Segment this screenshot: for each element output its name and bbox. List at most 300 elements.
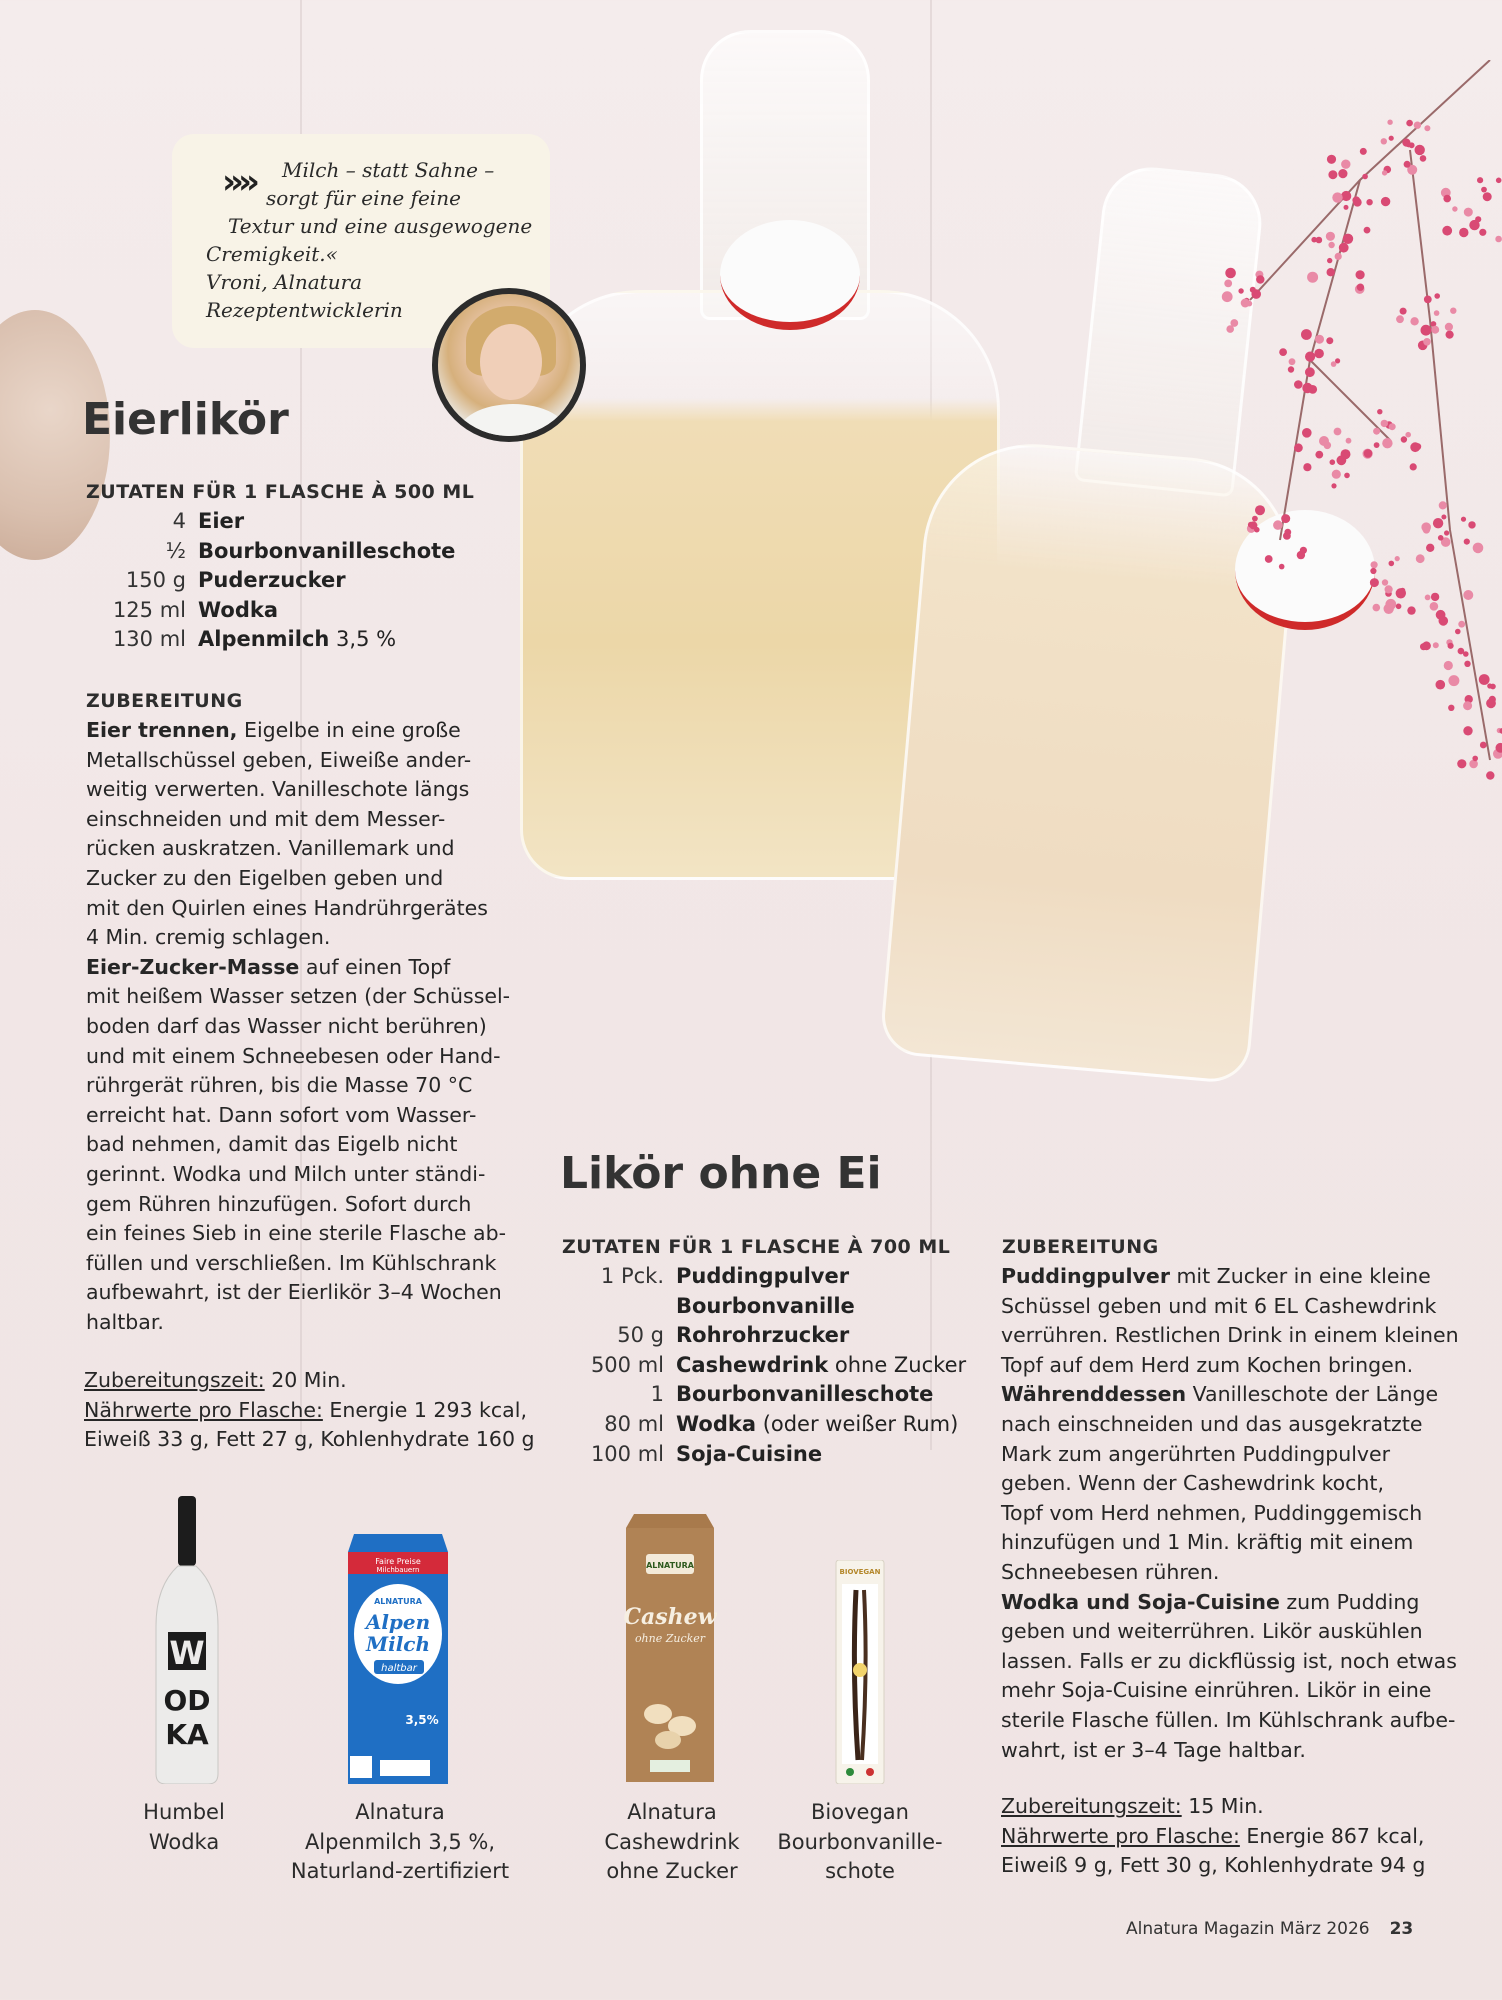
milk-carton-icon [340, 1534, 456, 1784]
milk-pack-text: Faire Preise [375, 1557, 421, 1566]
flower-dot [1252, 516, 1258, 522]
ingredient-name-bold: Wodka [676, 1411, 757, 1436]
flower-dot [1407, 606, 1415, 614]
flower-dot [1481, 187, 1487, 193]
product-label-milk [270, 1798, 530, 1887]
preparation-text-segment: Topf auf dem Herd zum Kochen bringen. [1001, 1352, 1414, 1377]
ingredient-row [562, 1440, 966, 1470]
time-label: Zubereitungszeit: [1001, 1794, 1182, 1818]
flower-dot [1464, 539, 1470, 545]
time-value: 15 Min. [1181, 1794, 1264, 1818]
flower-dot [1371, 561, 1378, 568]
preparation-line [86, 1160, 510, 1190]
recipe-meta [84, 1366, 535, 1455]
ingredient-row [562, 1351, 966, 1381]
flower-dot [1415, 145, 1425, 155]
preparation-line [1001, 1617, 1459, 1647]
flower-dot [1381, 420, 1388, 427]
flower-dot [1431, 593, 1439, 601]
flower-dot [1433, 518, 1443, 528]
flower-dot [1381, 197, 1390, 206]
preparation-line [86, 982, 510, 1012]
flower-dot [1424, 125, 1430, 131]
gypsophila-flowers [1190, 60, 1502, 780]
product-label-line: Cashewdrink [604, 1829, 740, 1854]
flower-dot [1446, 331, 1454, 339]
flower-dot [1230, 319, 1238, 327]
flower-dot [1468, 521, 1475, 528]
ingredient-amount: 4 [172, 509, 186, 533]
flower-dot [1302, 428, 1312, 438]
ingredient-name-bold: Eier [198, 509, 245, 533]
product-label-line: ohne Zucker [606, 1859, 738, 1884]
ingredient-extra: ohne Zucker [828, 1352, 967, 1377]
product-label-line: Alpenmilch 3,5 %, [304, 1829, 496, 1854]
preparation-line [1001, 1528, 1459, 1558]
flower-dot [1448, 675, 1459, 686]
flower-dot [1496, 178, 1502, 184]
flower-dot [1480, 742, 1487, 749]
nutrition-label: Nährwerte pro Flasche: [84, 1397, 323, 1422]
preparation-line [1001, 1262, 1459, 1292]
flower-dot [1344, 473, 1350, 479]
flower-dot [1444, 530, 1449, 535]
product-label-line: schote [825, 1859, 895, 1884]
product-label-line: Wodka [148, 1829, 220, 1854]
preparation-text-segment: haltbar. [86, 1309, 164, 1334]
flower-dot [1308, 385, 1317, 394]
preparation-text-segment: zum Pudding [1279, 1589, 1420, 1614]
flower-dot [1224, 280, 1232, 288]
milk-pack-text: haltbar [381, 1663, 417, 1674]
flower-dot [1381, 138, 1387, 144]
product-label-line: Alnatura [627, 1800, 717, 1824]
preparation-text-segment: und mit einem Schneebesen oder Hand- [86, 1043, 501, 1068]
flower-dot [1294, 443, 1303, 452]
preparation-line [86, 953, 510, 983]
preparation-step-keyword: Eier trennen, [86, 718, 238, 742]
nutrition-value: Energie 1 293 kcal, [322, 1397, 527, 1422]
product-label-cashew [582, 1798, 762, 1887]
flower-dot [1360, 148, 1367, 155]
ingredient-name [676, 1380, 933, 1410]
ingredient-extra: 3,5 % [329, 627, 397, 652]
ingredient-name [676, 1440, 822, 1470]
flower-dot [1314, 349, 1324, 359]
preparation-text-segment: sterile Flasche füllen. Im Kühlschrank aufbe- [1001, 1707, 1456, 1732]
flower-dot [1409, 142, 1415, 148]
preparation-line [86, 1249, 510, 1279]
flower-dot [1410, 317, 1418, 325]
ingredient-name-bold: Bourbonvanille [676, 1293, 855, 1318]
flower-dot [1307, 272, 1318, 283]
preparation-line [1001, 1588, 1459, 1618]
ingredient-name-bold: Bourbonvanilleschote [198, 538, 456, 563]
preparation-text-segment: boden darf das Wasser nicht berühren) [86, 1013, 487, 1038]
flower-dot [1458, 648, 1465, 655]
flower-dot [1410, 463, 1417, 470]
preparation-line [86, 923, 510, 953]
vodka-pack-text: KA [165, 1718, 209, 1751]
preparation-line [1001, 1736, 1459, 1766]
product-label-line: Bourbonvanille- [777, 1829, 943, 1854]
product-label-vodka [134, 1798, 234, 1857]
quote-line: Milch – statt Sahne – [282, 158, 495, 182]
flower-dot [1414, 122, 1421, 129]
flower-dot [1479, 229, 1486, 236]
preparation-text-segment: Schüssel geben und mit 6 EL Cashewdrink [1001, 1293, 1437, 1318]
preparation-text-segment: hinzufügen und 1 Min. kräftig mit einem [1001, 1530, 1414, 1555]
flower-dot [1341, 191, 1351, 201]
preparation-line [86, 1308, 510, 1338]
flower-dot [1448, 643, 1454, 649]
flower-dot [1469, 760, 1478, 769]
preparation-text-segment: wahrt, ist er 3–4 Tage haltbar. [1001, 1737, 1306, 1762]
ingredient-amount: 130 ml [112, 627, 186, 652]
flower-dot [1405, 432, 1411, 438]
flower-dot [1406, 120, 1413, 127]
ingredient-row [86, 566, 455, 596]
ingredients-list [86, 507, 455, 655]
flower-dot [1332, 470, 1341, 479]
milk-pack-text: ALNATURA [374, 1597, 422, 1606]
ingredient-name [198, 566, 346, 596]
preparation-line [86, 1190, 510, 1220]
ingredients-heading: ZUTATEN FÜR 1 FLASCHE À 700 ML [562, 1236, 951, 1258]
flower-dot [1273, 520, 1283, 530]
flower-dot [1373, 428, 1380, 435]
flower-dot [1382, 438, 1392, 448]
flower-dot [1396, 604, 1402, 610]
flower-dot [1473, 543, 1484, 554]
preparation-text-segment: erreicht hat. Dann sofort vom Wasser- [86, 1102, 477, 1127]
preparation-line [86, 805, 510, 835]
flower-dot [1332, 192, 1342, 202]
flower-dot [1327, 155, 1336, 164]
flower-dot [1423, 338, 1431, 346]
ingredient-amount: 500 ml [590, 1352, 664, 1377]
flower-dot [1455, 629, 1461, 635]
flower-dot [1374, 442, 1380, 448]
flower-dot [1486, 698, 1496, 708]
flower-dot [1457, 759, 1466, 768]
ingredient-name [676, 1410, 958, 1440]
flower-dot [1330, 459, 1336, 465]
preparation-line [86, 894, 510, 924]
nutrition-details: Eiweiß 9 g, Fett 30 g, Kohlenhydrate 94 g [1001, 1853, 1426, 1878]
flower-dot [1301, 329, 1312, 340]
cashew-pack-text: ALNATURA [646, 1561, 694, 1570]
ingredient-row [562, 1410, 966, 1440]
quote-line: sorgt für eine feine [266, 186, 461, 210]
nutrition-value: Energie 867 kcal, [1239, 1823, 1425, 1848]
product-label-line: Naturland-zertifiziert [290, 1859, 510, 1884]
flower-dot [1477, 177, 1483, 183]
preparation-line [1001, 1380, 1459, 1410]
flower-dot [1385, 599, 1396, 610]
flower-dot [1436, 610, 1446, 620]
flower-dot [1472, 756, 1478, 762]
preparation-text-segment: einschneiden und mit dem Messer- [86, 806, 446, 831]
flower-dot [1305, 367, 1315, 377]
flower-dot [1311, 237, 1317, 243]
preparation-text-segment: Metallschüssel geben, Eiweiße ander- [86, 747, 472, 772]
ingredient-name [676, 1351, 966, 1381]
ingredient-amount: 1 [650, 1382, 664, 1407]
flower-dot [1389, 561, 1395, 567]
preparation-line [1001, 1706, 1459, 1736]
flower-dot [1222, 291, 1233, 302]
flower-dot [1382, 170, 1387, 175]
flower-dot [1430, 602, 1439, 611]
preparation-text-segment: mit den Quirlen eines Handrührgerätes [86, 895, 488, 920]
flower-dot [1326, 232, 1335, 241]
flower-dot [1370, 578, 1379, 587]
ingredients-list [562, 1262, 966, 1469]
flower-dot [1331, 483, 1336, 488]
flower-dot [1448, 705, 1454, 711]
cashew-drink-icon [622, 1514, 718, 1782]
flower-dot [1421, 325, 1432, 336]
flower-dot [1265, 555, 1273, 563]
preparation-line [86, 716, 510, 746]
flower-dot [1370, 568, 1376, 574]
flower-dot [1335, 253, 1342, 260]
flower-dot [1334, 428, 1342, 436]
preparation-step-keyword: Eier-Zucker-Masse [86, 954, 300, 979]
flower-dot [1416, 554, 1425, 563]
preparation-text-segment: Topf vom Herd nehmen, Puddinggemisch [1001, 1500, 1423, 1525]
flower-dot [1389, 136, 1394, 141]
flower-dot [1255, 505, 1265, 515]
preparation-text-segment: ein feines Sieb in eine sterile Flasche ab- [86, 1221, 506, 1246]
flower-dot [1338, 169, 1347, 178]
preparation-line [86, 1042, 510, 1072]
flower-dot [1343, 234, 1353, 244]
ingredient-amount: 125 ml [112, 597, 186, 622]
preparation-text-segment: Vanilleschote der Länge [1186, 1382, 1439, 1407]
flower-dot [1414, 443, 1421, 450]
flower-dot [1315, 335, 1324, 344]
flower-dot [1434, 310, 1440, 316]
flower-dot [1431, 326, 1439, 334]
preparation-step-keyword: Puddingpulver [1001, 1264, 1170, 1288]
flower-dot [1434, 293, 1440, 299]
ingredient-name [198, 625, 396, 655]
flower-dot [1241, 299, 1250, 308]
flower-dot [1463, 701, 1472, 710]
ingredient-name [676, 1262, 849, 1292]
ingredient-name-bold: Puddingpulver [676, 1264, 850, 1288]
vodka-bottle-icon [150, 1496, 224, 1784]
flower-dot [1461, 517, 1466, 522]
preparation-line [86, 1012, 510, 1042]
ingredient-name-bold: Alpenmilch [198, 627, 330, 652]
preparation-text-segment: verrühren. Restlichen Drink in einem kleinen [1001, 1323, 1459, 1348]
flower-dot [1300, 547, 1307, 554]
flower-dot [1225, 268, 1236, 279]
milk-pack-text: Alpen [365, 1610, 431, 1634]
flower-dot [1444, 661, 1453, 670]
bottle-cap-left [720, 220, 860, 330]
flower-dot [1387, 120, 1392, 125]
preparation-text-segment: Mark zum angerührten Puddingpulver [1001, 1441, 1391, 1466]
flower-dot [1438, 535, 1444, 541]
flower-dot [1362, 174, 1368, 180]
ingredient-amount [562, 1292, 676, 1322]
ingredient-row [562, 1262, 966, 1292]
ingredient-name [198, 596, 278, 626]
preparation-text-segment: lassen. Falls er zu dickflüssig ist, noch etwas [1001, 1648, 1457, 1673]
flower-dot [1328, 242, 1334, 248]
product-label-line: Alnatura [355, 1800, 445, 1824]
ingredient-row [562, 1321, 966, 1351]
flower-dot [1443, 195, 1451, 203]
vodka-pack-text: OD [163, 1684, 211, 1717]
flower-dot [1483, 192, 1492, 201]
preparation-text-segment: nach einschneiden und das ausgekratzte [1001, 1411, 1423, 1436]
flower-dot [1420, 155, 1427, 162]
preparation-line [1001, 1351, 1459, 1381]
ingredient-name-bold: Cashewdrink [676, 1352, 829, 1377]
ingredient-amount: ½ [165, 538, 186, 563]
ingredient-name [676, 1321, 849, 1351]
preparation-text-segment: 4 Min. cremig schlagen. [86, 925, 331, 950]
preparation-line [1001, 1292, 1459, 1322]
flower-dot [1289, 358, 1296, 365]
flower-dot [1283, 532, 1291, 540]
preparation-text-segment: rührgerät rühren, bis die Masse 70 °C [86, 1073, 473, 1098]
flower-dot [1400, 308, 1407, 315]
preparation-line [1001, 1676, 1459, 1706]
flower-dot [1344, 205, 1349, 210]
cashew-pack-text: Cashew [623, 1604, 717, 1630]
flower-dot [1401, 436, 1407, 442]
preparation-line [86, 1071, 510, 1101]
flower-dot [1324, 442, 1332, 450]
flower-dot [1328, 170, 1337, 179]
flower-dot [1442, 226, 1452, 236]
flower-dot [1389, 423, 1396, 430]
ingredient-row [562, 1292, 966, 1322]
preparation-line [1001, 1558, 1459, 1588]
preparation-text-segment: geben. Wenn der Cashewdrink kocht, [1001, 1471, 1384, 1496]
preparation-heading: ZUBEREITUNG [86, 690, 243, 712]
ingredient-name [198, 537, 455, 567]
flower-dot [1495, 236, 1502, 243]
flower-dot [1346, 438, 1352, 444]
ingredient-row [86, 596, 455, 626]
preparation-text-segment: mit Zucker in eine kleine [1169, 1264, 1431, 1288]
flower-dot [1450, 308, 1456, 314]
flower-dot [1436, 680, 1446, 690]
flower-dot [1366, 199, 1372, 205]
flower-dot [1422, 641, 1431, 650]
preparation-text-segment: auf einen Topf [299, 954, 451, 979]
flower-dot [1486, 771, 1494, 779]
flower-dot [1433, 642, 1439, 648]
preparation-text-segment: aufbewahrt, ist der Eierlikör 3–4 Wochen [86, 1280, 502, 1305]
flower-dot [1382, 579, 1388, 585]
vanilla-pod-icon [832, 1560, 888, 1784]
preparation-text-segment: gerinnt. Wodka und Milch unter ständi- [86, 1161, 486, 1186]
flower-dot [1356, 270, 1365, 279]
flower-dot [1279, 348, 1287, 356]
ingredient-row [86, 507, 455, 537]
magazine-name: Alnatura Magazin März 2026 [1126, 1919, 1370, 1939]
preparation-line [1001, 1321, 1459, 1351]
ingredient-extra: (oder weißer Rum) [756, 1411, 959, 1436]
ingredient-name-bold: Rohrohrzucker [676, 1323, 850, 1348]
flower-dot [1315, 451, 1323, 459]
preparation-line [86, 1219, 510, 1249]
ingredient-amount: 1 Pck. [600, 1264, 664, 1288]
flower-dot [1385, 585, 1393, 593]
product-label-line: Humbel [143, 1800, 225, 1824]
flower-dot [1254, 527, 1260, 533]
flower-dot [1445, 323, 1453, 331]
preparation-line [1001, 1410, 1459, 1440]
preparation-heading: ZUBEREITUNG [1002, 1236, 1159, 1258]
flower-dot [1396, 588, 1406, 598]
ingredient-amount: 50 g [617, 1323, 664, 1348]
ingredient-name [676, 1292, 855, 1322]
ingredient-name-bold: Soja-Cuisine [676, 1441, 823, 1466]
flower-dot [1364, 449, 1373, 458]
ingredient-name-bold: Wodka [198, 597, 279, 622]
milk-pack-text: Milch [365, 1632, 431, 1656]
flower-dot [1452, 206, 1457, 211]
ingredient-amount: 80 ml [604, 1411, 664, 1436]
product-label-vanilla [770, 1798, 950, 1887]
flower-dot [1364, 227, 1371, 234]
preparation-line [1001, 1647, 1459, 1677]
flower-dot [1288, 366, 1294, 372]
flower-dot [1339, 243, 1349, 253]
flower-dot [1377, 409, 1382, 414]
flower-dot [1396, 315, 1404, 323]
flower-dot [1327, 268, 1335, 276]
flower-dot [1303, 463, 1311, 471]
flower-dot [1326, 337, 1333, 344]
flower-dot [1426, 544, 1434, 552]
ingredient-name-bold: Bourbonvanilleschote [676, 1382, 934, 1407]
recipe-meta [1001, 1792, 1425, 1881]
milk-pack-text: 3,5% [405, 1713, 439, 1727]
flower-dot [1331, 361, 1337, 367]
flower-dot [1424, 296, 1432, 304]
recipe-title: Eierlikör [82, 394, 289, 445]
preparation-step-keyword: Wodka und Soja-Cuisine [1001, 1589, 1280, 1614]
milk-pack-text: Milchbauern [376, 1566, 420, 1574]
nutrition-details: Eiweiß 33 g, Fett 27 g, Kohlenhydrate 160 g [84, 1427, 535, 1452]
flower-dot [1357, 284, 1364, 291]
preparation-text-segment: mit heißem Wasser setzen (der Schüssel- [86, 984, 511, 1009]
ingredient-name-bold: Puderzucker [198, 568, 346, 593]
ingredient-amount: 150 g [125, 568, 186, 593]
quote-line: Cremigkeit.« [206, 242, 338, 266]
preparation-text [1001, 1262, 1459, 1765]
flower-dot [1421, 522, 1431, 532]
flower-dot [1341, 449, 1351, 459]
preparation-line [86, 864, 510, 894]
preparation-line [86, 746, 510, 776]
flower-dot [1441, 515, 1446, 520]
flower-dot [1294, 380, 1303, 389]
flower-dot [1490, 684, 1496, 690]
quote-line: Textur und eine ausgewogene [228, 214, 533, 238]
preparation-text-segment: Zucker zu den Eigelben geben und [86, 865, 444, 890]
